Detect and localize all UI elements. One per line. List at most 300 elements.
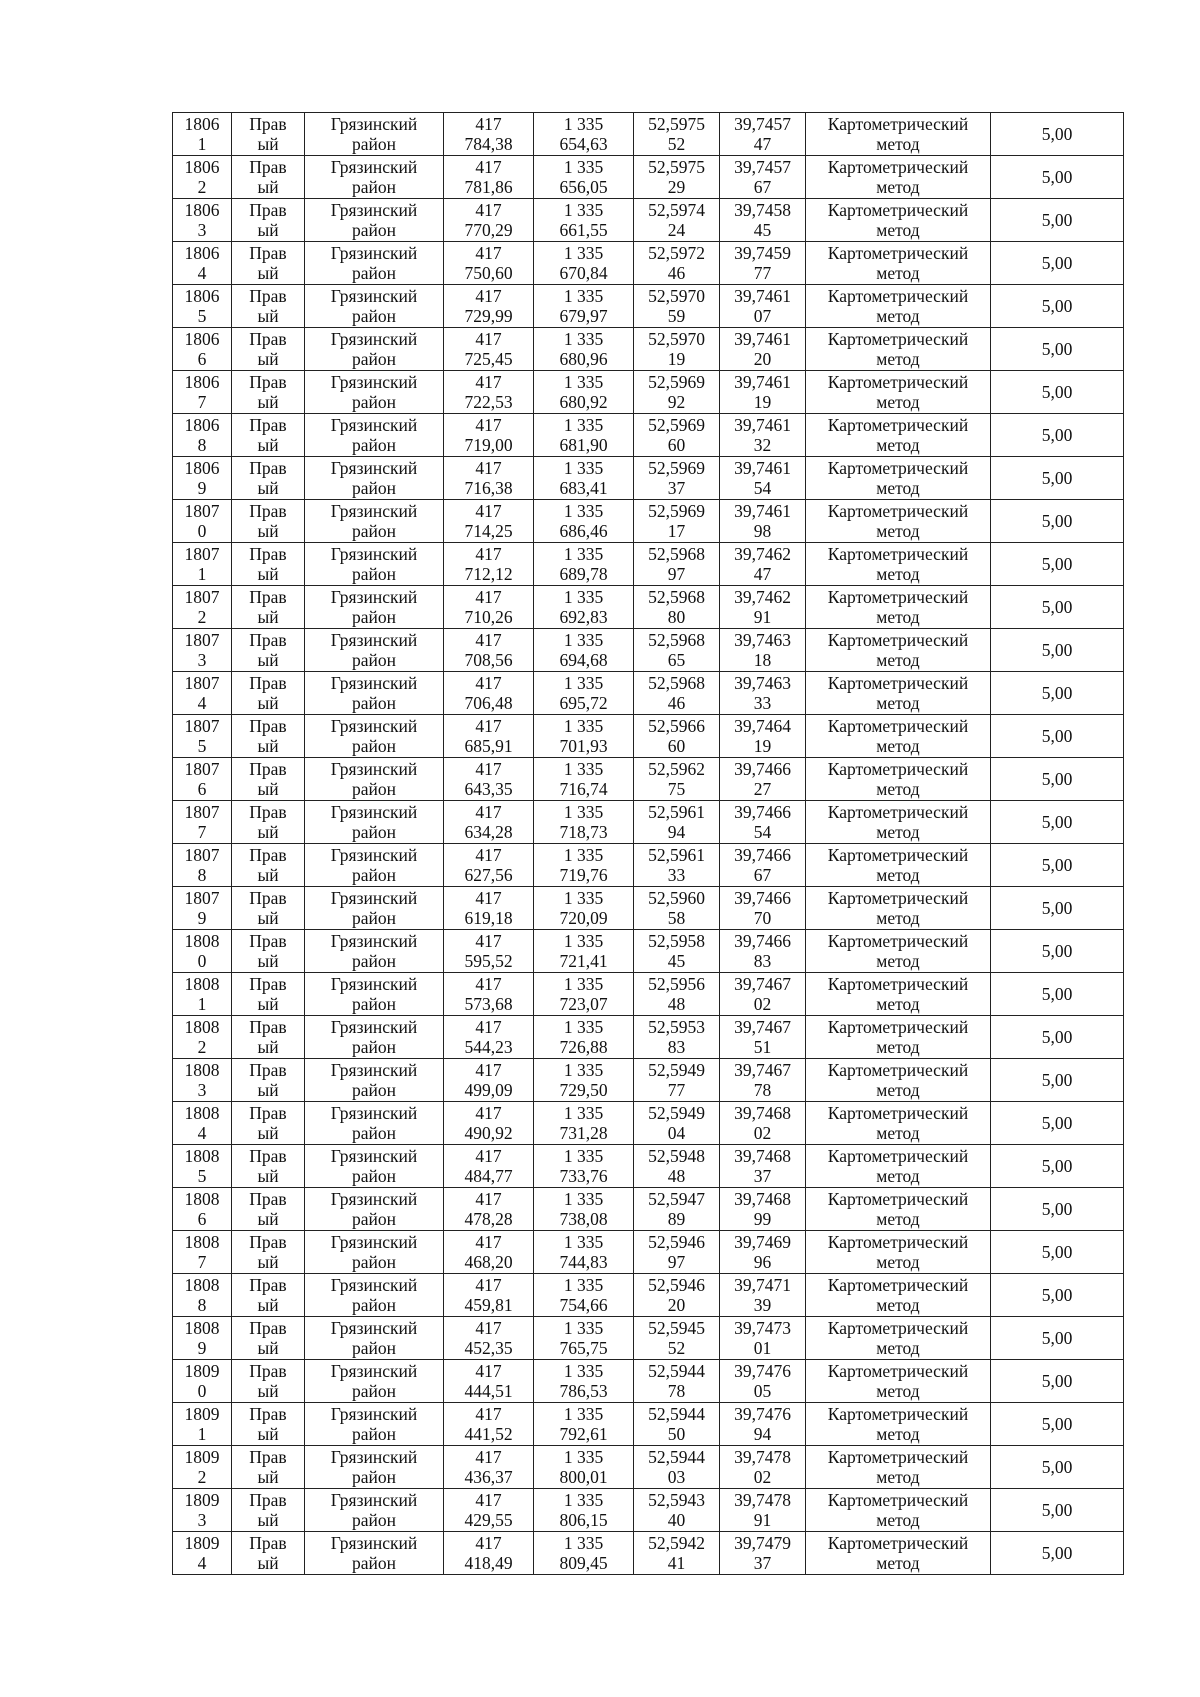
side-cell-line: ый: [257, 1123, 279, 1143]
y-coordinate-cell-line: 1 335: [563, 372, 604, 392]
y-coordinate-cell-line: 792,61: [559, 1424, 608, 1444]
y-coordinate-cell-line: 1 335: [563, 931, 604, 951]
y-coordinate-cell: [534, 371, 634, 414]
x-coordinate-cell-line: 729,99: [464, 306, 513, 326]
table-row: [173, 758, 1124, 801]
accuracy-cell: [991, 371, 1124, 414]
district-cell-line: район: [352, 1252, 396, 1272]
table-row: [173, 242, 1124, 285]
y-coordinate-cell: [534, 1489, 634, 1532]
longitude-cell-line: 39,7478: [734, 1447, 791, 1467]
district-cell-line: район: [352, 392, 396, 412]
x-coordinate-cell: [444, 973, 534, 1016]
y-coordinate-cell-line: 656,05: [559, 177, 608, 197]
latitude-cell-line: 52,5969: [648, 458, 705, 478]
latitude-cell: [634, 1016, 720, 1059]
table-row: [173, 1016, 1124, 1059]
method-cell-line: метод: [876, 1338, 920, 1358]
method-cell: [806, 1360, 991, 1403]
district-cell: [305, 1231, 444, 1274]
longitude-cell-line: 39,7459: [734, 243, 791, 263]
district-cell: [305, 199, 444, 242]
latitude-cell: [634, 199, 720, 242]
accuracy-cell: [991, 1446, 1124, 1489]
latitude-cell-line: 60: [667, 736, 686, 756]
y-coordinate-cell-line: 1 335: [563, 1103, 604, 1123]
y-coordinate-cell-line: 1 335: [563, 157, 604, 177]
method-cell-line: Картометрический: [827, 200, 969, 220]
method-cell: [806, 1059, 991, 1102]
table-row: [173, 414, 1124, 457]
district-cell: [305, 543, 444, 586]
latitude-cell: [634, 242, 720, 285]
point-number-cell: [173, 1274, 232, 1317]
longitude-cell-line: 39,7476: [734, 1361, 791, 1381]
district-cell-line: район: [352, 521, 396, 541]
latitude-cell: [634, 1231, 720, 1274]
side-cell-line: Прав: [249, 1232, 287, 1252]
y-coordinate-cell-line: 694,68: [559, 650, 608, 670]
point-number-cell-line: 1807: [184, 587, 220, 607]
x-coordinate-cell: [444, 672, 534, 715]
point-number-cell: [173, 285, 232, 328]
longitude-cell-line: 37: [753, 1166, 772, 1186]
method-cell-line: Картометрический: [827, 1533, 969, 1553]
side-cell: [232, 1532, 305, 1575]
y-coordinate-cell-line: 744,83: [559, 1252, 608, 1272]
y-coordinate-cell: [534, 1016, 634, 1059]
latitude-cell-line: 52,5948: [648, 1146, 705, 1166]
district-cell: [305, 801, 444, 844]
latitude-cell-line: 52,5966: [648, 716, 705, 736]
longitude-cell-line: 39,7462: [734, 587, 791, 607]
accuracy-cell: [991, 758, 1124, 801]
point-number-cell: [173, 715, 232, 758]
method-cell-line: метод: [876, 1295, 920, 1315]
method-cell-line: метод: [876, 1037, 920, 1057]
x-coordinate-cell-line: 418,49: [464, 1553, 513, 1573]
accuracy-cell: [991, 242, 1124, 285]
point-number-cell: [173, 156, 232, 199]
latitude-cell-line: 52,5968: [648, 587, 705, 607]
accuracy-cell: [991, 629, 1124, 672]
y-coordinate-cell: [534, 242, 634, 285]
x-coordinate-cell: [444, 1059, 534, 1102]
district-cell: [305, 113, 444, 156]
y-coordinate-cell-line: 1 335: [563, 114, 604, 134]
side-cell: [232, 973, 305, 1016]
x-coordinate-cell-line: 417: [475, 587, 502, 607]
side-cell-line: Прав: [249, 157, 287, 177]
latitude-cell-line: 75: [667, 779, 686, 799]
longitude-cell: [720, 629, 806, 672]
accuracy-cell: [991, 930, 1124, 973]
side-cell-line: Прав: [249, 329, 287, 349]
side-cell-line: Прав: [249, 1103, 287, 1123]
point-number-cell: [173, 1059, 232, 1102]
district-cell-line: Грязинский: [330, 1361, 418, 1381]
longitude-cell-line: 51: [753, 1037, 772, 1057]
method-cell-line: Картометрический: [827, 415, 969, 435]
y-coordinate-cell-line: 1 335: [563, 243, 604, 263]
method-cell-line: метод: [876, 1080, 920, 1100]
y-coordinate-cell-line: 1 335: [563, 845, 604, 865]
x-coordinate-cell: [444, 371, 534, 414]
latitude-cell-line: 52,5958: [648, 931, 705, 951]
longitude-cell-line: 70: [753, 908, 772, 928]
y-coordinate-cell: [534, 457, 634, 500]
latitude-cell-line: 59: [667, 306, 686, 326]
district-cell-line: Грязинский: [330, 1017, 418, 1037]
latitude-cell-line: 52,5974: [648, 200, 705, 220]
latitude-cell-line: 52,5975: [648, 114, 705, 134]
x-coordinate-cell-line: 770,29: [464, 220, 513, 240]
y-coordinate-cell: [534, 328, 634, 371]
latitude-cell-line: 52: [667, 1338, 686, 1358]
method-cell-line: Картометрический: [827, 802, 969, 822]
district-cell: [305, 1016, 444, 1059]
longitude-cell-line: 54: [753, 822, 772, 842]
table-row: [173, 1360, 1124, 1403]
method-cell-line: Картометрический: [827, 673, 969, 693]
district-cell-line: район: [352, 951, 396, 971]
x-coordinate-cell-line: 417: [475, 1275, 502, 1295]
district-cell-line: район: [352, 564, 396, 584]
accuracy-cell: [991, 328, 1124, 371]
accuracy-cell-line: 5,00: [1041, 253, 1073, 273]
x-coordinate-cell-line: 444,51: [464, 1381, 513, 1401]
point-number-cell-line: 2: [197, 1467, 207, 1487]
district-cell: [305, 500, 444, 543]
point-number-cell-line: 1808: [184, 1146, 220, 1166]
method-cell-line: метод: [876, 478, 920, 498]
y-coordinate-cell-line: 695,72: [559, 693, 608, 713]
side-cell: [232, 1360, 305, 1403]
method-cell-line: метод: [876, 1510, 920, 1530]
table-row: [173, 199, 1124, 242]
accuracy-cell-line: 5,00: [1041, 1371, 1073, 1391]
side-cell-line: Прав: [249, 759, 287, 779]
accuracy-cell-line: 5,00: [1041, 210, 1073, 230]
accuracy-cell: [991, 414, 1124, 457]
x-coordinate-cell-line: 417: [475, 286, 502, 306]
accuracy-cell: [991, 973, 1124, 1016]
method-cell-line: Картометрический: [827, 931, 969, 951]
point-number-cell-line: 1806: [184, 200, 220, 220]
accuracy-cell: [991, 199, 1124, 242]
side-cell-line: Прав: [249, 587, 287, 607]
point-number-cell-line: 1807: [184, 673, 220, 693]
latitude-cell-line: 83: [667, 1037, 686, 1057]
x-coordinate-cell-line: 478,28: [464, 1209, 513, 1229]
latitude-cell-line: 37: [667, 478, 686, 498]
side-cell: [232, 1016, 305, 1059]
point-number-cell-line: 9: [197, 908, 207, 928]
point-number-cell-line: 1806: [184, 286, 220, 306]
table-row: [173, 1532, 1124, 1575]
side-cell-line: ый: [257, 263, 279, 283]
side-cell: [232, 1188, 305, 1231]
district-cell-line: Грязинский: [330, 1103, 418, 1123]
method-cell-line: Картометрический: [827, 888, 969, 908]
district-cell: [305, 629, 444, 672]
method-cell-line: Картометрический: [827, 716, 969, 736]
y-coordinate-cell: [534, 629, 634, 672]
x-coordinate-cell: [444, 1532, 534, 1575]
y-coordinate-cell-line: 1 335: [563, 1318, 604, 1338]
side-cell-line: Прав: [249, 243, 287, 263]
method-cell-line: Картометрический: [827, 157, 969, 177]
y-coordinate-cell-line: 1 335: [563, 888, 604, 908]
latitude-cell-line: 52: [667, 134, 686, 154]
x-coordinate-cell-line: 544,23: [464, 1037, 513, 1057]
method-cell: [806, 1274, 991, 1317]
longitude-cell: [720, 1532, 806, 1575]
method-cell-line: Картометрический: [827, 759, 969, 779]
longitude-cell-line: 39,7479: [734, 1533, 791, 1553]
method-cell-line: Картометрический: [827, 587, 969, 607]
table-row: [173, 1317, 1124, 1360]
method-cell-line: метод: [876, 349, 920, 369]
side-cell-line: Прав: [249, 888, 287, 908]
method-cell: [806, 629, 991, 672]
longitude-cell-line: 01: [753, 1338, 772, 1358]
method-cell: [806, 1532, 991, 1575]
accuracy-cell: [991, 156, 1124, 199]
latitude-cell-line: 78: [667, 1381, 686, 1401]
accuracy-cell: [991, 1403, 1124, 1446]
side-cell-line: Прав: [249, 974, 287, 994]
x-coordinate-cell-line: 685,91: [464, 736, 513, 756]
point-number-cell-line: 2: [197, 1037, 207, 1057]
table-row: [173, 1446, 1124, 1489]
latitude-cell-line: 52,5945: [648, 1318, 705, 1338]
x-coordinate-cell: [444, 1188, 534, 1231]
point-number-cell: [173, 1446, 232, 1489]
x-coordinate-cell: [444, 414, 534, 457]
district-cell-line: район: [352, 263, 396, 283]
latitude-cell-line: 52,5949: [648, 1060, 705, 1080]
x-coordinate-cell: [444, 1102, 534, 1145]
longitude-cell-line: 39,7461: [734, 372, 791, 392]
method-cell-line: метод: [876, 1381, 920, 1401]
latitude-cell: [634, 156, 720, 199]
method-cell-line: метод: [876, 1252, 920, 1272]
district-cell: [305, 1360, 444, 1403]
longitude-cell-line: 39,7461: [734, 501, 791, 521]
latitude-cell-line: 52,5969: [648, 415, 705, 435]
side-cell: [232, 930, 305, 973]
longitude-cell: [720, 242, 806, 285]
longitude-cell-line: 39,7467: [734, 1060, 791, 1080]
latitude-cell-line: 52,5946: [648, 1275, 705, 1295]
longitude-cell-line: 39,7461: [734, 415, 791, 435]
point-number-cell-line: 1806: [184, 157, 220, 177]
district-cell-line: Грязинский: [330, 501, 418, 521]
latitude-cell: [634, 844, 720, 887]
side-cell-line: Прав: [249, 286, 287, 306]
side-cell: [232, 285, 305, 328]
x-coordinate-cell: [444, 1016, 534, 1059]
side-cell-line: ый: [257, 220, 279, 240]
accuracy-cell: [991, 887, 1124, 930]
side-cell-line: Прав: [249, 1017, 287, 1037]
longitude-cell: [720, 1403, 806, 1446]
latitude-cell-line: 40: [667, 1510, 686, 1530]
accuracy-cell-line: 5,00: [1041, 941, 1073, 961]
accuracy-cell-line: 5,00: [1041, 1543, 1073, 1563]
side-cell-line: Прав: [249, 1361, 287, 1381]
latitude-cell: [634, 1532, 720, 1575]
method-cell-line: Картометрический: [827, 458, 969, 478]
y-coordinate-cell: [534, 973, 634, 1016]
side-cell: [232, 457, 305, 500]
longitude-cell-line: 39,7466: [734, 931, 791, 951]
longitude-cell: [720, 371, 806, 414]
x-coordinate-cell-line: 417: [475, 329, 502, 349]
x-coordinate-cell: [444, 844, 534, 887]
point-number-cell-line: 5: [197, 736, 207, 756]
side-cell: [232, 887, 305, 930]
latitude-cell-line: 52,5970: [648, 286, 705, 306]
accuracy-cell-line: 5,00: [1041, 984, 1073, 1004]
side-cell-line: ый: [257, 435, 279, 455]
x-coordinate-cell-line: 441,52: [464, 1424, 513, 1444]
method-cell: [806, 285, 991, 328]
accuracy-cell-line: 5,00: [1041, 1285, 1073, 1305]
x-coordinate-cell: [444, 500, 534, 543]
district-cell-line: район: [352, 865, 396, 885]
accuracy-cell-line: 5,00: [1041, 339, 1073, 359]
point-number-cell: [173, 930, 232, 973]
x-coordinate-cell: [444, 758, 534, 801]
longitude-cell: [720, 328, 806, 371]
latitude-cell-line: 52,5943: [648, 1490, 705, 1510]
district-cell-line: Грязинский: [330, 415, 418, 435]
method-cell-line: Картометрический: [827, 630, 969, 650]
side-cell: [232, 543, 305, 586]
x-coordinate-cell: [444, 156, 534, 199]
longitude-cell-line: 07: [753, 306, 772, 326]
side-cell: [232, 801, 305, 844]
method-cell: [806, 844, 991, 887]
longitude-cell-line: 39,7466: [734, 888, 791, 908]
point-number-cell-line: 1809: [184, 1533, 220, 1553]
longitude-cell-line: 39,7468: [734, 1189, 791, 1209]
district-cell-line: Грязинский: [330, 1189, 418, 1209]
y-coordinate-cell: [534, 1059, 634, 1102]
latitude-cell-line: 52,5961: [648, 845, 705, 865]
longitude-cell-line: 94: [753, 1424, 772, 1444]
district-cell-line: район: [352, 349, 396, 369]
y-coordinate-cell-line: 1 335: [563, 1490, 604, 1510]
y-coordinate-cell: [534, 715, 634, 758]
district-cell: [305, 758, 444, 801]
x-coordinate-cell-line: 417: [475, 845, 502, 865]
table-row: [173, 1231, 1124, 1274]
y-coordinate-cell-line: 661,55: [559, 220, 608, 240]
y-coordinate-cell: [534, 801, 634, 844]
accuracy-cell-line: 5,00: [1041, 683, 1073, 703]
x-coordinate-cell-line: 417: [475, 114, 502, 134]
longitude-cell: [720, 715, 806, 758]
latitude-cell-line: 52,5970: [648, 329, 705, 349]
district-cell-line: район: [352, 1553, 396, 1573]
district-cell-line: район: [352, 1467, 396, 1487]
point-number-cell: [173, 414, 232, 457]
y-coordinate-cell-line: 680,96: [559, 349, 608, 369]
district-cell-line: Грязинский: [330, 716, 418, 736]
latitude-cell: [634, 1360, 720, 1403]
x-coordinate-cell-line: 417: [475, 1017, 502, 1037]
latitude-cell-line: 46: [667, 263, 686, 283]
side-cell-line: Прав: [249, 114, 287, 134]
longitude-cell-line: 39,7466: [734, 802, 791, 822]
x-coordinate-cell-line: 722,53: [464, 392, 513, 412]
y-coordinate-cell-line: 1 335: [563, 1189, 604, 1209]
point-number-cell-line: 9: [197, 478, 207, 498]
point-number-cell-line: 1808: [184, 1275, 220, 1295]
accuracy-cell: [991, 1145, 1124, 1188]
y-coordinate-cell-line: 692,83: [559, 607, 608, 627]
method-cell-line: метод: [876, 607, 920, 627]
x-coordinate-cell-line: 417: [475, 1232, 502, 1252]
x-coordinate-cell-line: 417: [475, 802, 502, 822]
district-cell-line: район: [352, 650, 396, 670]
y-coordinate-cell-line: 1 335: [563, 329, 604, 349]
side-cell: [232, 1145, 305, 1188]
method-cell: [806, 801, 991, 844]
district-cell: [305, 1145, 444, 1188]
district-cell: [305, 1317, 444, 1360]
point-number-cell-line: 3: [197, 1080, 207, 1100]
y-coordinate-cell-line: 1 335: [563, 673, 604, 693]
x-coordinate-cell-line: 417: [475, 501, 502, 521]
method-cell: [806, 973, 991, 1016]
x-coordinate-cell: [444, 887, 534, 930]
method-cell-line: Картометрический: [827, 544, 969, 564]
accuracy-cell-line: 5,00: [1041, 425, 1073, 445]
latitude-cell-line: 52,5975: [648, 157, 705, 177]
latitude-cell: [634, 1489, 720, 1532]
district-cell-line: район: [352, 994, 396, 1014]
longitude-cell-line: 39,7461: [734, 286, 791, 306]
longitude-cell-line: 39,7473: [734, 1318, 791, 1338]
latitude-cell: [634, 801, 720, 844]
latitude-cell: [634, 973, 720, 1016]
district-cell-line: Грязинский: [330, 1490, 418, 1510]
longitude-cell: [720, 930, 806, 973]
y-coordinate-cell: [534, 1446, 634, 1489]
accuracy-cell: [991, 1274, 1124, 1317]
y-coordinate-cell: [534, 113, 634, 156]
y-coordinate-cell: [534, 1403, 634, 1446]
district-cell-line: Грязинский: [330, 759, 418, 779]
method-cell-line: метод: [876, 134, 920, 154]
method-cell: [806, 199, 991, 242]
district-cell-line: Грязинский: [330, 1060, 418, 1080]
method-cell-line: метод: [876, 693, 920, 713]
point-number-cell: [173, 500, 232, 543]
longitude-cell-line: 39: [753, 1295, 772, 1315]
y-coordinate-cell-line: 720,09: [559, 908, 608, 928]
x-coordinate-cell-line: 417: [475, 759, 502, 779]
latitude-cell-line: 94: [667, 822, 686, 842]
point-number-cell: [173, 1188, 232, 1231]
longitude-cell-line: 39,7463: [734, 630, 791, 650]
table-row: [173, 285, 1124, 328]
point-number-cell: [173, 1317, 232, 1360]
